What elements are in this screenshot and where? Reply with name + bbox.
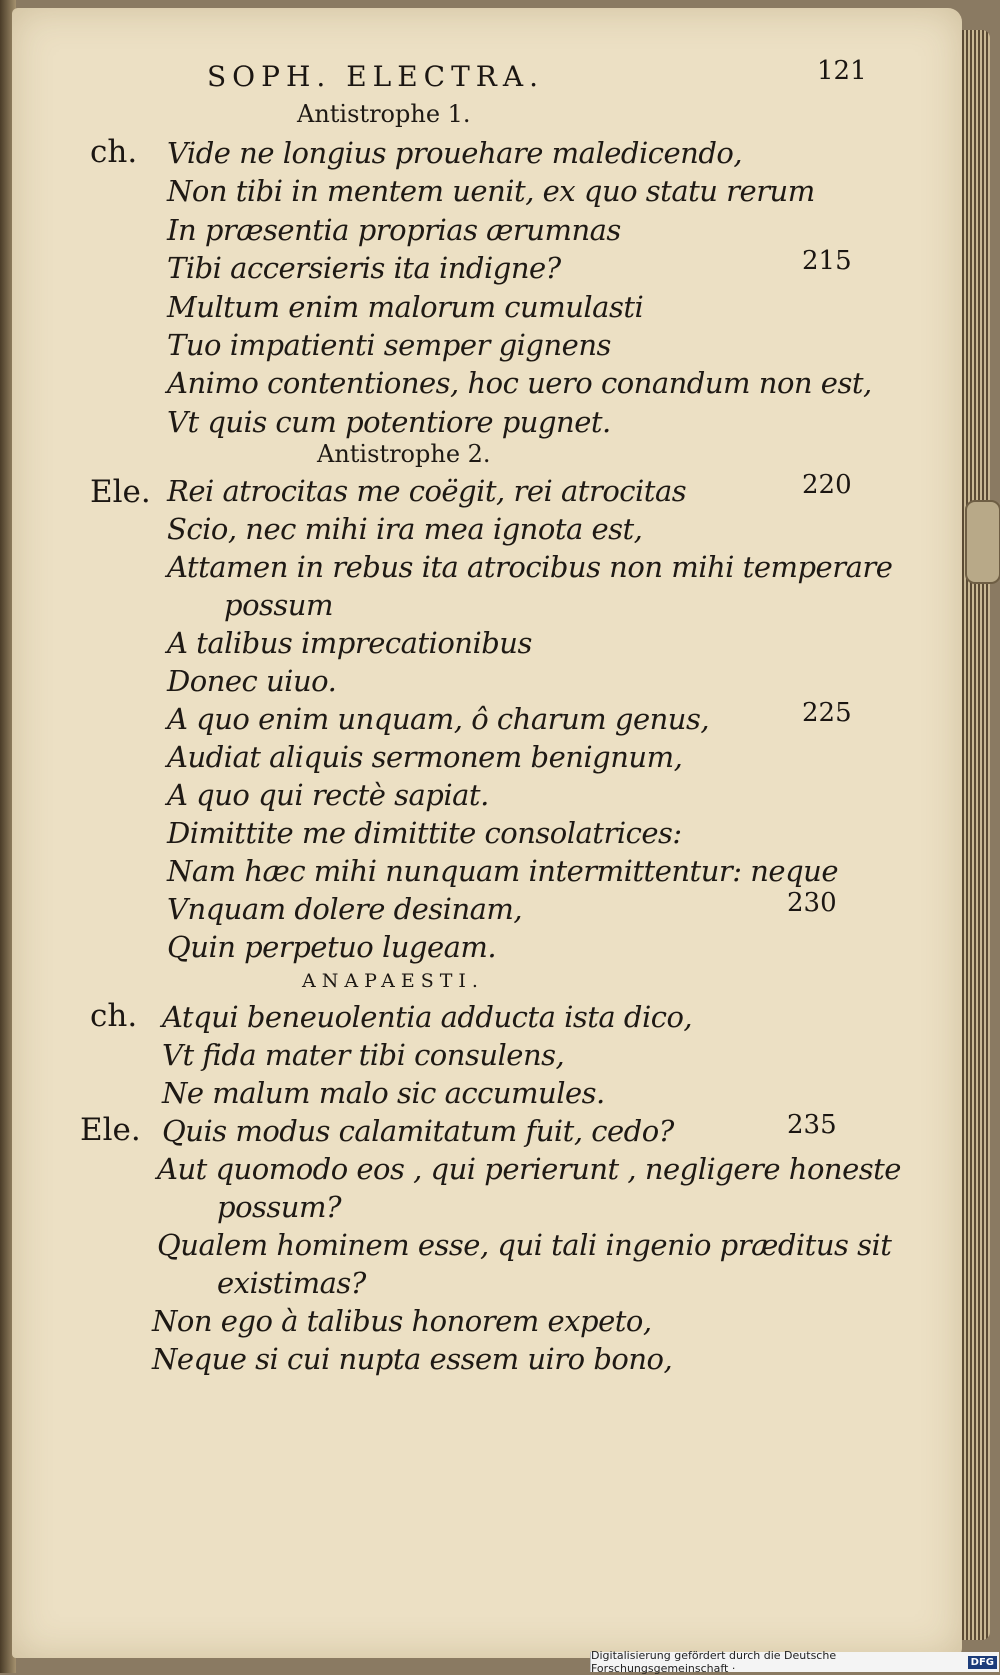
speaker-label: Ele. — [80, 1112, 141, 1148]
verse-line: Ne malum malo sic accumules. — [162, 1076, 605, 1110]
book-page — [12, 8, 962, 1658]
line-number: 215 — [802, 246, 852, 276]
bookmark-tab — [965, 500, 1000, 584]
verse-line: Quis modus calamitatum fuit, cedo? — [162, 1114, 674, 1148]
running-header: SOPH. ELECTRA. — [207, 60, 544, 93]
verse-line: Neque si cui nupta essem uiro bono, — [152, 1342, 673, 1376]
section-heading: Antistrophe 1. — [297, 100, 471, 128]
verse-line: possum — [224, 588, 333, 622]
section-heading: ANAPAESTI. — [302, 970, 484, 992]
verse-line: Non ego à talibus honorem expeto, — [152, 1304, 652, 1338]
verse-line: Atqui beneuolentia adducta ista dico, — [162, 1000, 693, 1034]
verse-line: A quo qui rectè sapiat. — [167, 778, 489, 812]
line-number: 225 — [802, 698, 852, 728]
digitization-credit — [590, 1649, 999, 1675]
verse-line: Dimittite me dimittite consolatrices: — [167, 816, 682, 850]
line-number: 220 — [802, 470, 852, 500]
speaker-label: Ele. — [90, 474, 151, 510]
verse-line: Attamen in rebus ita atrocibus non mihi temperare — [167, 550, 893, 584]
speaker-label: ch. — [90, 998, 138, 1034]
verse-line: A quo enim unquam, ô charum genus, — [167, 702, 710, 736]
verse-line: Vt quis cum potentiore pugnet. — [167, 405, 611, 439]
verse-line: Animo contentiones, hoc uero conandum non est, — [167, 366, 872, 400]
verse-line: Aut quomodo eos , qui perierunt , negligere honeste — [157, 1152, 901, 1186]
speaker-label: ch. — [90, 134, 138, 170]
section-heading: Antistrophe 2. — [317, 440, 491, 468]
verse-line: Qualem hominem esse, qui tali ingenio præditus sit — [157, 1228, 892, 1262]
verse-line: A talibus imprecationibus — [167, 626, 532, 660]
verse-line: Donec uiuo. — [167, 664, 337, 698]
verse-line: Tuo impatienti semper gignens — [167, 328, 611, 362]
verse-line: Rei atrocitas me coëgit, rei atrocitas — [167, 474, 687, 508]
verse-line: Vt fida mater tibi consulens, — [162, 1038, 565, 1072]
verse-line: Nam hæc mihi nunquam intermittentur: neque — [167, 854, 838, 888]
verse-line: Scio, nec mihi ira mea ignota est, — [167, 512, 643, 546]
verse-line: Multum enim malorum cumulasti — [167, 290, 644, 324]
line-number: 230 — [787, 888, 837, 918]
verse-line: Tibi accersieris ita indigne? — [167, 251, 561, 285]
verse-line: In præsentia proprias ærumnas — [167, 213, 621, 247]
verse-line: Non tibi in mentem uenit, ex quo statu rerum — [167, 174, 815, 208]
page-number: 121 — [817, 56, 867, 86]
verse-line: Quin perpetuo lugeam. — [167, 930, 497, 964]
verse-line: possum? — [217, 1190, 342, 1224]
line-number: 235 — [787, 1110, 837, 1140]
dfg-logo: DFG — [968, 1656, 997, 1669]
verse-line: existimas? — [217, 1266, 366, 1300]
credit-text: Digitalisierung gefördert durch die Deutsche Forschungsgemeinschaft · — [591, 1649, 837, 1675]
page-edges — [962, 30, 990, 1640]
verse-line: Vide ne longius prouehare maledicendo, — [167, 136, 743, 170]
verse-line: Audiat aliquis sermonem benignum, — [167, 740, 683, 774]
verse-line: Vnquam dolere desinam, — [167, 892, 523, 926]
